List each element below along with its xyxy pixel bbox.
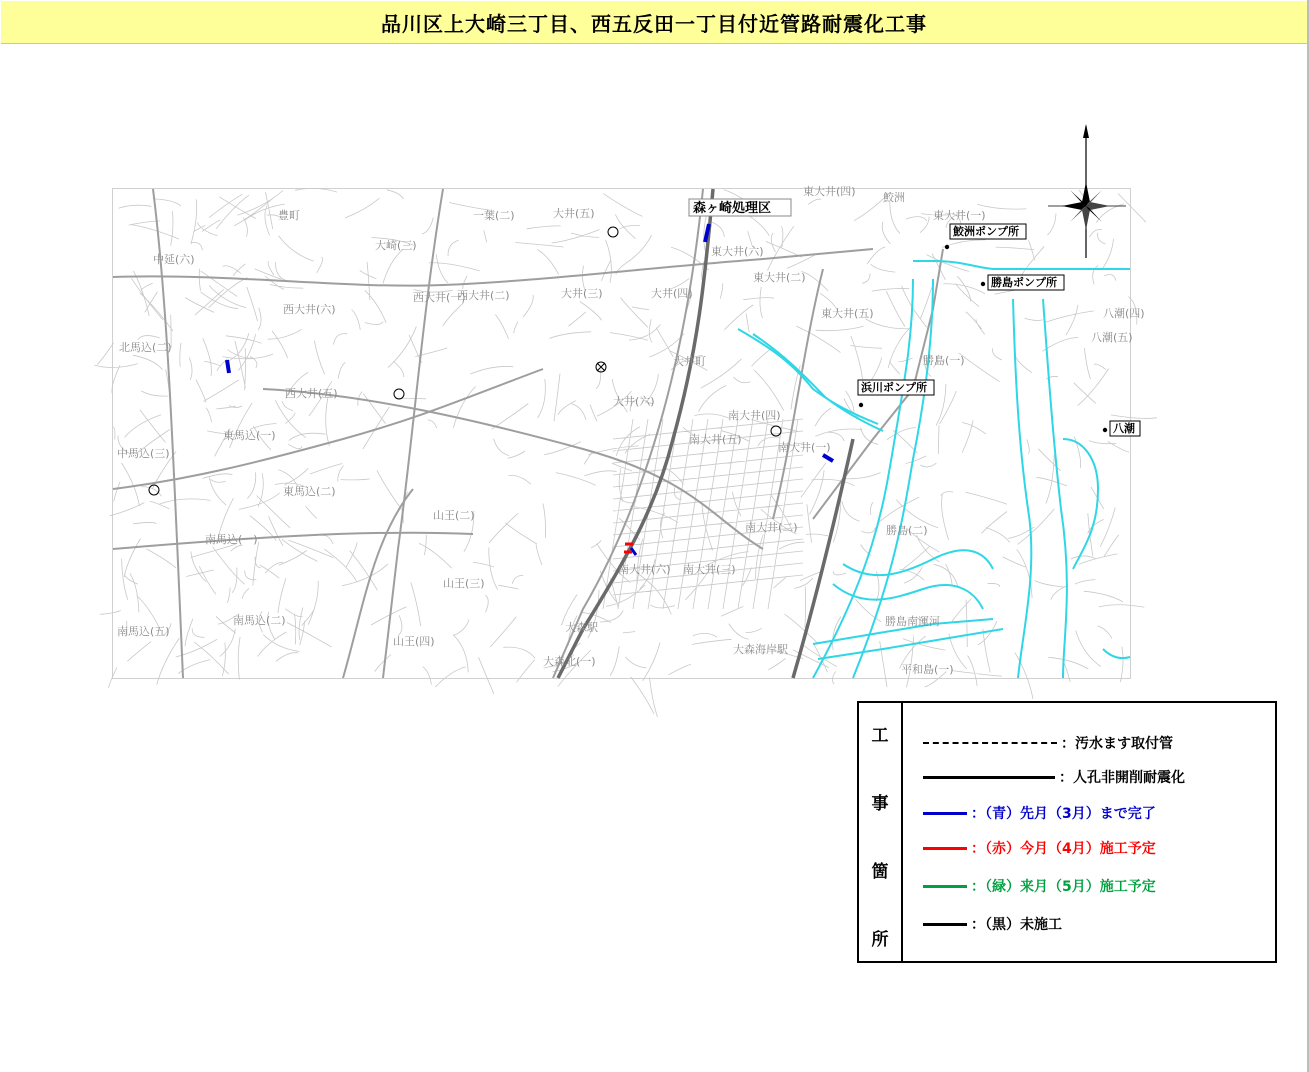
place-label: 山王(三) [443,577,485,590]
site-completed-2 [227,360,229,373]
place-label: 大井(四) [651,287,693,300]
place-label: 西大井(五) [285,387,338,400]
page-title: 品川区上大崎三丁目、西五反田一丁目付近管路耐震化工事 [381,11,927,36]
place-label: 八潮(四) [1103,307,1145,320]
place-label: 大森海岸駅 [733,643,788,656]
place-label: 南馬込(五) [117,625,170,638]
place-label: 大崎(三) [375,239,417,252]
north-arrow-icon [1048,124,1128,260]
thick-line-icon [923,776,1055,779]
facility-katsushima [981,275,1064,290]
place-label: 西大井(一) [413,291,466,304]
place-label: 大井(六) [613,395,655,408]
blue-line-icon [923,812,967,815]
place-label: 東大井(四) [803,185,856,198]
place-label: 大森北(一) [543,655,596,668]
red-line-icon [923,847,967,850]
place-label: 東大井(二) [753,271,806,284]
place-label: 東大井(一) [933,209,986,222]
svg-text:森ヶ崎処理区: 森ヶ崎処理区 [693,201,772,216]
place-label: 大井町 [673,355,706,368]
place-label: 一葉(二) [473,209,515,222]
place-label: 大井(三) [561,287,603,300]
place-label: 豊町 [278,209,300,222]
place-label: 鮫洲 [883,191,905,204]
legend-item-lateral [923,733,1173,753]
place-label: 大井(五) [553,207,595,220]
place-label: 南大井(三) [683,563,736,576]
place-label: 南大井(二) [745,521,798,534]
place-label: 山王(四) [393,635,435,648]
legend-item-manhole [923,767,1185,787]
legend-vertical-label [859,703,903,961]
legend-char: 工 [871,726,889,746]
place-label: 平和島(一) [901,663,954,676]
place-label: 西大井(六) [283,303,336,316]
place-label: 勝島(二) [886,524,928,537]
facility-label: 浜川ポンプ所 [861,381,927,394]
legend-item-label: ：汚水ます取付管 [1061,736,1173,752]
black-line-icon [923,923,967,926]
place-label: 南馬込(一) [205,533,258,546]
place-label: 東大井(五) [821,307,874,320]
place-label: 大森駅 [565,621,598,634]
place-label: 北馬込(二) [119,341,172,354]
place-label: 南大井(一) [778,441,831,454]
place-label: 南馬込(二) [233,614,286,627]
legend-char: 所 [871,930,889,950]
legend-item-label: ：（緑）来月（5月）施工予定 [971,879,1156,895]
street-map[interactable] [113,185,1145,678]
facility-label: 鮫洲ポンプ所 [953,225,1019,238]
place-label: 中馬込(三) [117,447,170,460]
legend-item-not-started [923,914,1062,934]
place-label: 南大井(四) [728,409,781,422]
place-label: 南大井(五) [689,433,742,446]
legend-item-completed [923,803,1156,823]
place-label: 東馬込(一) [223,429,276,442]
legend-item-next-month [923,876,1156,896]
green-line-icon [923,885,967,888]
legend-char: 箇 [871,862,889,882]
legend-box [857,701,1277,963]
place-label: 東馬込(二) [283,485,336,498]
place-label: 八潮(五) [1091,331,1133,344]
district-label [689,199,791,216]
legend-item-label: ：（黒）未施工 [971,917,1062,933]
place-label: 山王(二) [433,509,475,522]
facility-label: 八潮 [1113,422,1135,435]
place-label: 西大井(二) [457,289,510,302]
place-label: 南大井(六) [618,563,671,576]
legend-item-label: ：（青）先月（3月）まで完了 [971,806,1156,822]
place-label: 東大井(六) [711,245,764,258]
legend-item-label: ：（赤）今月（4月）施工予定 [971,841,1156,857]
place-label: 勝島南運河 [885,615,940,628]
place-label: 勝島(一) [923,354,965,367]
map-area[interactable] [112,185,1145,679]
facility-label: 勝島ポンプ所 [991,276,1057,289]
title-bar [1,1,1307,44]
dashed-line-icon [923,742,1057,744]
legend-item-label: ：人孔非開削耐震化 [1059,770,1185,786]
place-label: 中延(六) [153,253,195,266]
legend-char: 事 [871,794,889,814]
legend-item-this-month [923,838,1156,858]
